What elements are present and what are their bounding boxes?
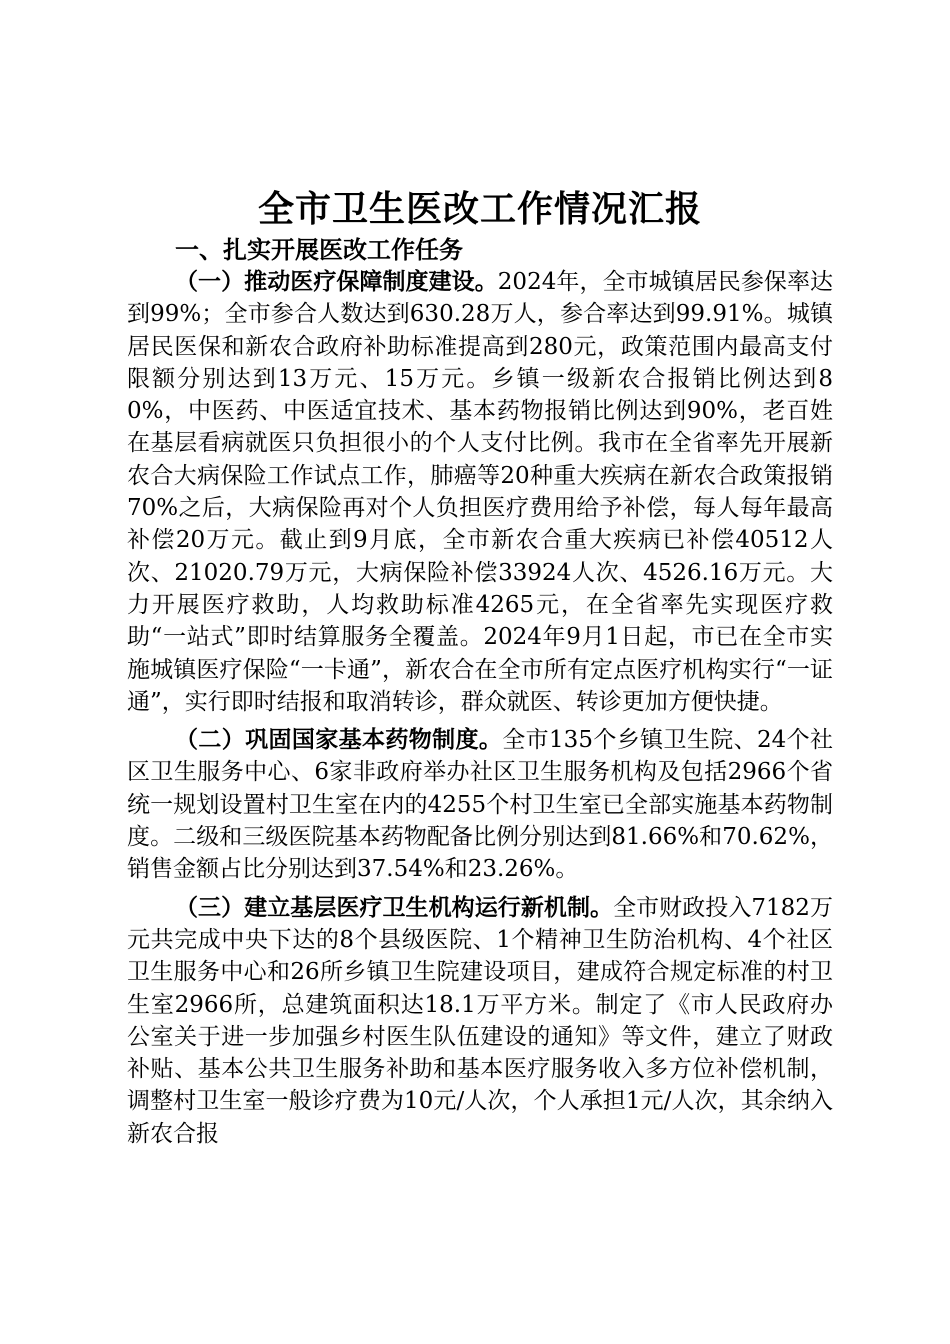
paragraph-1-body: 2024年，全市城镇居民参保率达到99%；全市参合人数达到630.28万人，参合率达到99.91%。城镇居民医保和新农合政府补助标准提高到280元，政策范围内最高支付限额分别达到13万元、15万元。乡镇一级新农合报销比例达到80%，中医药、中医适宜技术、基本药物报销比例达到90%，老百姓在基层看病就医只负担很小的个人支付比例。我市在全省率先开展新农合大病保险工作试点工作，肺癌等20种重大疾病在新农合政策报销70%之后，大病保险再对个人负担医疗费用给予补偿，每人每年最高补偿20万元。截止到9月底，全市新农合重大疾病已补偿40512人次、21020.79万元，大病保险补偿33924人次、4526.16万元。大力开展医疗救助，人均救助标准4265元，在全省率先实现医疗救助“一站式”即时结算服务全覆盖。2024年9月1日起，市已在全市实施城镇医疗保险“一卡通”，新农合在全市所有定点医疗机构实行“一证通”，实行即时结报和取消转诊，群众就医、转诊更加方便快捷。 [127,269,834,715]
section-heading: 一、扎实开展医改工作任务 [175,235,463,264]
paragraph-1-lead: （一）推动医疗保障制度建设。 [175,268,498,295]
document-page [127,184,833,1150]
document-title: 全市卫生医改工作情况汇报 [257,188,702,230]
paragraph-1 [127,266,833,718]
paragraph-3 [127,892,833,1150]
paragraph-3-lead: （三）建立基层医疗卫生机构运行新机制。 [175,893,614,921]
paragraph-3-body: 全市财政投入7182万元共完成中央下达的8个县级医院、1个精神卫生防治机构、4个社区卫生服务中心和26所乡镇卫生院建设项目，建成符合规定标准的村卫生室2966所，总建筑面积达18.1万平方米。制定了《市人民政府办公室关于进一步加强乡村医生队伍建设的通知》等文件，建立了财政补贴、基本公共卫生服务补助和基本医疗服务收入多方位补偿机制，调整村卫生室一般诊疗费为10元/人次，个人承担1元/人次，其余纳入新农合报 [127,894,833,1147]
paragraph-2-lead: （二）巩固国家基本药物制度。 [175,726,503,754]
paragraph-2-body: 全市135个乡镇卫生院、24个社区卫生服务中心、6家非政府举办社区卫生服务机构及包括2966个省统一规划设置村卫生室在内的4255个村卫生室已全部实施基本药物制度。二级和三级医院基本药物配备比例分别达到81.66%和70.62%，销售金额占比分别达到37.54%和23.26%。 [127,727,833,883]
paragraph-2 [127,724,833,885]
